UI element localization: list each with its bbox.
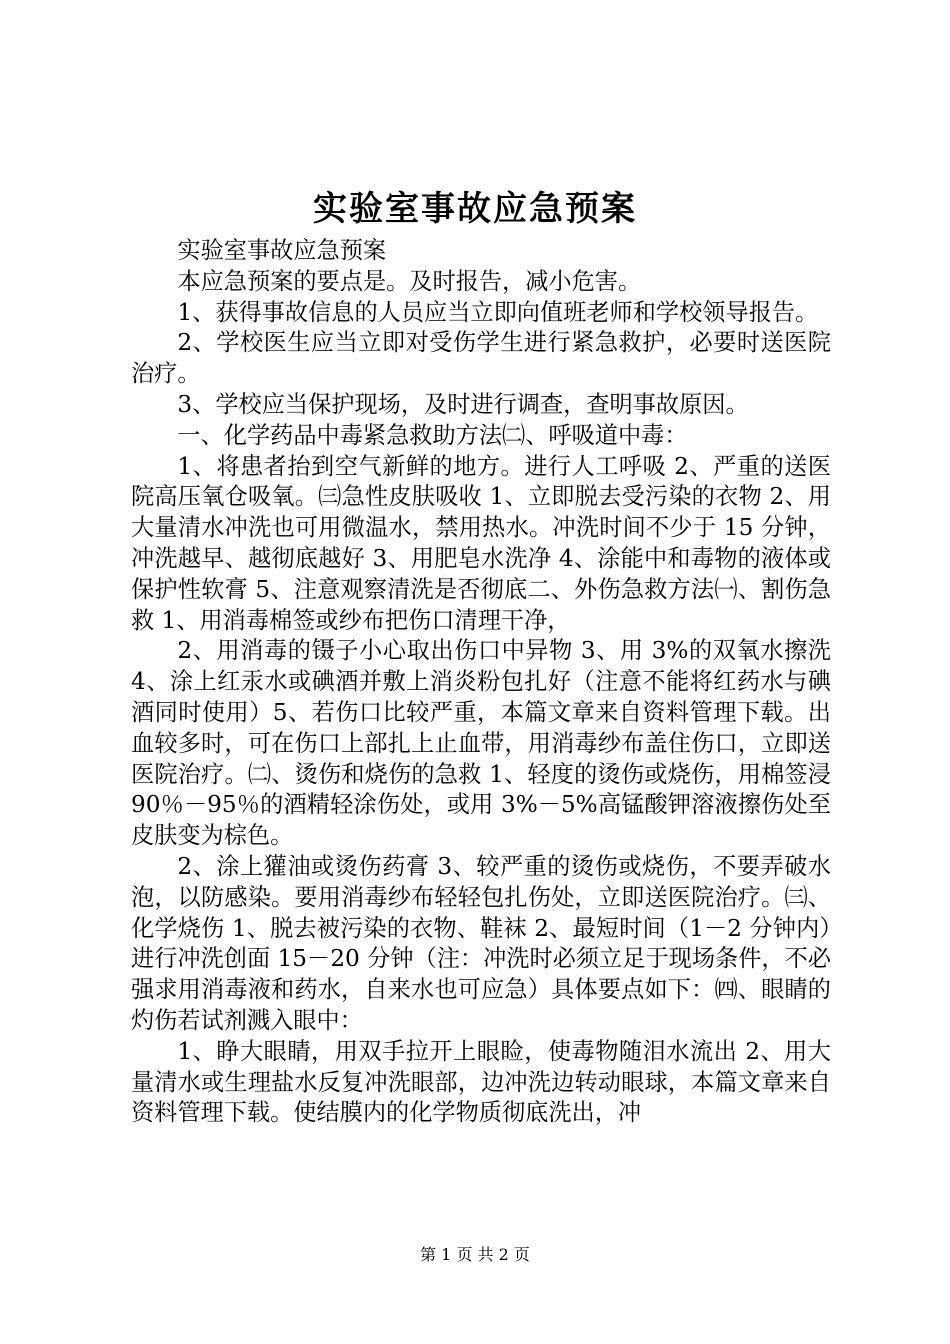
paragraph: 2、用消毒的镊子小心取出伤口中异物 3、用 3%的双氧水擦洗 4、涂上红汞水或碘酒并敷上消炎粉包扎好（注意不能将红药水与碘酒同时使用）5、若伤口比较严重，本篇文章来自资料管理下载。出血较多时，可在伤口上部扎上止血带，用消毒纱布盖住伤口，立即送医院治疗。㈡、烫伤和烧伤的急救 1、轻度的烫伤或烧伤，用棉签浸 90％－95％的酒精轻涂伤处，或用 3%－5%高锰酸钾溶液擦伤处至皮肤变为棕色。 [131,637,831,850]
paragraph: 一、化学药品中毒紧急救助方法㈡、呼吸道中毒： [177,421,688,449]
page-footer: 第 1 页 共 2 页 [420,1245,530,1264]
document-title: 实验室事故应急预案 [313,189,637,229]
paragraph: 3、学校应当保护现场，及时进行调查，查明事故原因。 [177,390,749,418]
paragraph: 1、睁大眼睛，用双手拉开上眼睑，使毒物随泪水流出 2、用大量清水或生理盐水反复冲洗眼部，边冲洗边转动眼球，本篇文章来自资料管理下载。使结膜内的化学物质彻底洗出，冲 [131,1037,831,1127]
paragraph: 本应急预案的要点是。及时报告，减小危害。 [177,267,642,295]
paragraph: 2、涂上獾油或烫伤药膏 3、较严重的烫伤或烧伤，不要弄破水泡，以防感染。要用消毒纱布轻轻包扎伤处，立即送医院治疗。㈢、化学烧伤 1、脱去被污染的衣物、鞋袜 2、最短时间（1－2 分钟内）进行冲洗创面 15－20 分钟（注：冲洗时必须立足于现场条件，不必强求用消毒液和药水，自来水也可应急）具体要点如下：㈣、眼睛的灼伤若试剂溅入眼中： [131,852,831,1034]
paragraph: 2、学校医生应当立即对受伤学生进行紧急救护，必要时送医院治疗。 [131,329,831,388]
paragraph: 1、获得事故信息的人员应当立即向值班老师和学校领导报告。 [177,298,819,326]
paragraph: 实验室事故应急预案 [177,237,387,264]
document-body [131,236,831,1129]
paragraph: 1、将患者抬到空气新鲜的地方。进行人工呼吸 2、严重的送医院高压氧仓吸氧。㈢急性皮肤吸收 1、立即脱去受污染的衣物 2、用大量清水冲洗也可用微温水，禁用热水。冲洗时间不少于 15 分钟，冲洗越早、越彻底越好 3、用肥皂水洗净 4、涂能中和毒物的液体或保护性软膏 5、注意观察清洗是否彻底二、外伤急救方法㈠、割伤急救 1、用消毒棉签或纱布把伤口清理干净， [131,452,831,634]
